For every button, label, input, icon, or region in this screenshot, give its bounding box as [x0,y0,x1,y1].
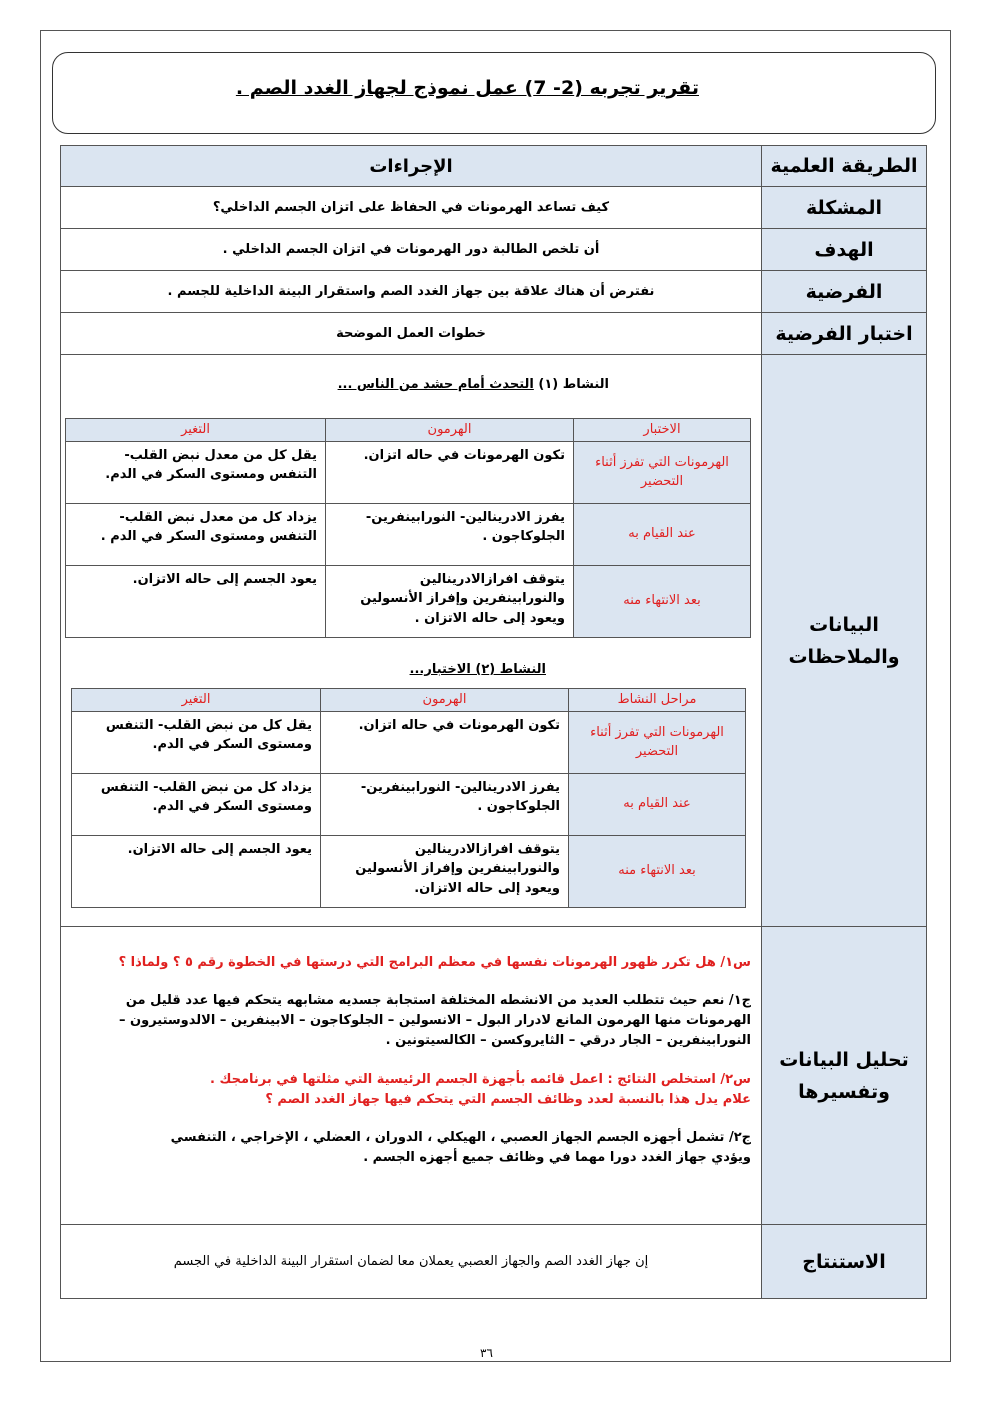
table-row [66,565,751,637]
activity1-name: التحدث أمام حشد من الناس ... [337,377,534,392]
a1-header-change: التغير [66,419,326,442]
a2-header-change: التغير [72,689,321,712]
analysis-row [61,927,927,1225]
conclusion-label: الاستنتاج [762,1225,927,1299]
question-2-line2: علام يدل هذا بالنسبة لعدد وظائف الجسم التي يتحكم فيها جهاز الغدد الصم ؟ [265,1091,751,1107]
data-label [762,355,927,927]
activity1-title [338,377,609,392]
a1-hormone-2: يفرز الادرينالين- النورابينفرين- الجلوكاجون . [326,503,574,565]
hypothesis-label: الفرضية [762,271,927,313]
question-1: س١/ هل تكرر ظهور الهرمونات نفسها في معظم البرامج التي درستها في الخطوة رقم ٥ ؟ ولماذا ؟ [118,955,751,970]
a2-stage-2: عند القيام به [569,773,746,835]
a1-stage-2: عند القيام به [574,503,751,565]
a2-stage-1: الهرمونات التي تفرز أثناء التحضير [569,711,746,773]
a1-header-hormone: الهرمون [326,419,574,442]
problem-value: كيف تساعد الهرمونات في الحفاظ على اتزان الجسم الداخلي؟ [61,187,762,229]
a1-change-2: يزداد كل من معدل نبض القلب- التنفس ومستوى السكر في الدم . [66,503,326,565]
goal-value: أن تلخص الطالبة دور الهرمونات في اتزان الجسم الداخلي . [61,229,762,271]
data-label-line2: والملاحظات [788,645,900,668]
answer-2-line1: ج٢/ تشمل أجهزه الجسم الجهاز العصبي ، الهيكلي ، الدوران ، العضلي ، الإخراجي ، التنفسي [170,1129,751,1145]
title-box [52,52,936,134]
a2-stage-3: بعد الانتهاء منه [569,835,746,907]
activity2-table [71,688,746,908]
a2-hormone-2: يفرز الادرينالين- النورابينفرين- الجلوكاجون . [321,773,569,835]
analysis-label [762,927,927,1225]
table-row [66,503,751,565]
a1-header-stage: الاختبار [574,419,751,442]
a2-header-hormone: الهرمون [321,689,569,712]
activity1-prefix: النشاط (١) [538,377,609,392]
question-2-line1: س٢/ استخلص النتائج : اعمل قائمه بأجهزة الجسم الرئيسية التي مثلتها في برنامجك . [210,1071,751,1087]
a1-stage-3: بعد الانتهاء منه [574,565,751,637]
activity1-table [65,418,751,638]
a1-change-1: يقل كل من معدل نبض القلب- التنفس ومستوى السكر في الدم. [66,441,326,503]
answer-1: ج١/ نعم حيث تتطلب العديد من الانشطه المختلفة استجابة جسديه مشابهه يتحكم فيها عدد قليل من الهرمونات منها الهرمون المانع لادرار البول – الانسولين – الجلوكاجون – الابينفرين – الالدوستيرون – النورابينفرين – الجار درقي – الثايروكسن – الكالسيتونين . [119,993,751,1049]
problem-row [61,187,927,229]
table-row [72,835,746,907]
test-value: خطوات العمل الموضحة [61,313,762,355]
table-row [66,441,751,503]
analysis-label-line2: وتفسيرها [798,1080,890,1103]
goal-row [61,229,927,271]
report-table [60,145,927,1299]
page-number: ٣٦ [480,1346,493,1360]
a1-hormone-1: تكون الهرمونات في حاله اتزان. [326,441,574,503]
a2-header-stage: مراحل النشاط [569,689,746,712]
a1-stage-1: الهرمونات التي تفرز أثناء التحضير [574,441,751,503]
analysis-label-line1: تحليل البيانات [779,1048,909,1071]
goal-label: الهدف [762,229,927,271]
a2-hormone-1: تكون الهرمونات في حاله اتزان. [321,711,569,773]
data-cell [61,355,762,927]
analysis-text [61,953,751,1186]
a2-hormone-3: يتوقف افرازالادرينالين والنورابينفرين وإفراز الأنسولين ويعود إلى حاله الاتزان. [321,835,569,907]
test-row [61,313,927,355]
activity2-title [410,662,546,677]
analysis-cell [61,927,762,1225]
a2-change-1: يقل كل من نبض القلب- التنفس ومستوى السكر في الدم. [72,711,321,773]
data-row [61,355,927,927]
procedures-header: الإجراءات [61,146,762,187]
hypothesis-row [61,271,927,313]
header-row [61,146,927,187]
a2-change-3: يعود الجسم إلى حاله الاتزان. [72,835,321,907]
data-label-line1: البيانات [809,613,879,636]
problem-label: المشكلة [762,187,927,229]
answer-2-line2: ويؤدي جهاز الغدد دورا مهما في وظائف جميع أجهزه الجسم . [363,1149,751,1165]
page-title: تقرير تجربه (2- 7) عمل نموذج لجهاز الغدد الصم . [235,77,699,99]
a2-change-2: يزداد كل من نبض القلب- التنفس ومستوى السكر في الدم. [72,773,321,835]
table-row [72,711,746,773]
hypothesis-value: نفترض أن هناك علاقة بين جهاز الغدد الصم واستقرار البينة الداخلية للجسم . [61,271,762,313]
conclusion-value: إن جهاز الغدد الصم والجهاز العصبي يعملان معا لضمان استقرار البينة الداخلية في الجسم [61,1225,762,1299]
a1-hormone-3: يتوقف افرازالادرينالين والنورابينفرين وإفراز الأنسولين ويعود إلى حاله الاتزان . [326,565,574,637]
conclusion-row [61,1225,927,1299]
test-label: اختبار الفرضية [762,313,927,355]
table-row [72,773,746,835]
method-header: الطريقة العلمية [762,146,927,187]
activity2-name: النشاط (٢) الاختبار... [409,662,546,677]
a1-change-3: يعود الجسم إلى حاله الاتزان. [66,565,326,637]
